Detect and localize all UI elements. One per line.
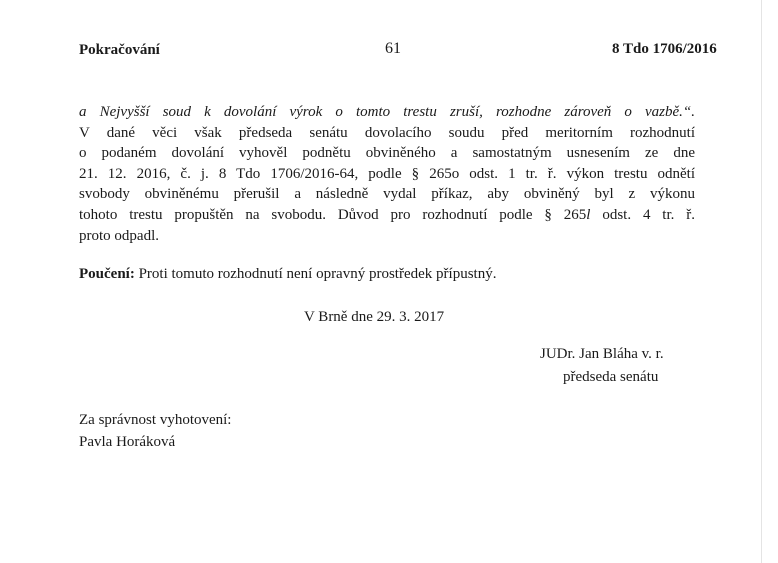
body-paragraph bbox=[79, 102, 695, 246]
instruction-label: Poučení: bbox=[79, 266, 135, 282]
page-edge-divider bbox=[761, 0, 762, 563]
instruction-line bbox=[79, 266, 496, 283]
page-number: 61 bbox=[385, 40, 401, 57]
body-line-2: V dané věci však předseda senátu dovolacího soudu před meritorním rozhodnutí bbox=[79, 124, 695, 141]
signature-title: předseda senátu bbox=[563, 369, 659, 385]
header-continuation: Pokračování bbox=[79, 42, 160, 58]
signature-name: JUDr. Jan Bláha v. r. bbox=[540, 346, 664, 362]
certification-label: Za správnost vyhotovení: bbox=[79, 412, 232, 428]
date-place: V Brně dne 29. 3. 2017 bbox=[304, 309, 445, 325]
body-line-5: svobody obviněnému přerušil a následně vydal příkaz, aby obviněný byl z výkonu bbox=[79, 186, 695, 203]
certification-name: Pavla Horáková bbox=[79, 434, 176, 450]
body-line-1: a Nejvyšší soud k dovolání výrok o tomto trestu zruší, rozhodne zároveň o vazbě.“. bbox=[79, 104, 695, 120]
body-line-6 bbox=[79, 205, 695, 226]
body-line-6-post: odst. 4 tr. ř. bbox=[590, 206, 695, 223]
instruction-text: Proti tomuto rozhodnutí není opravný prostředek přípustný. bbox=[134, 266, 497, 282]
body-line-7: proto odpadl. bbox=[79, 227, 159, 244]
body-line-6-pre: tohoto trestu propuštěn na svobodu. Důvod pro rozhodnutí podle § 265 bbox=[79, 206, 587, 223]
body-line-4: 21. 12. 2016, č. j. 8 Tdo 1706/2016-64, podle § 265o odst. 1 tr. ř. výkon trestu odnětí bbox=[79, 165, 695, 182]
body-line-6-italic: l bbox=[586, 206, 591, 223]
body-line-3: o podaném dovolání vyhověl podnětu obviněného a samostatným usnesením ze dne bbox=[79, 145, 695, 162]
file-number: 8 Tdo 1706/2016 bbox=[612, 41, 717, 57]
